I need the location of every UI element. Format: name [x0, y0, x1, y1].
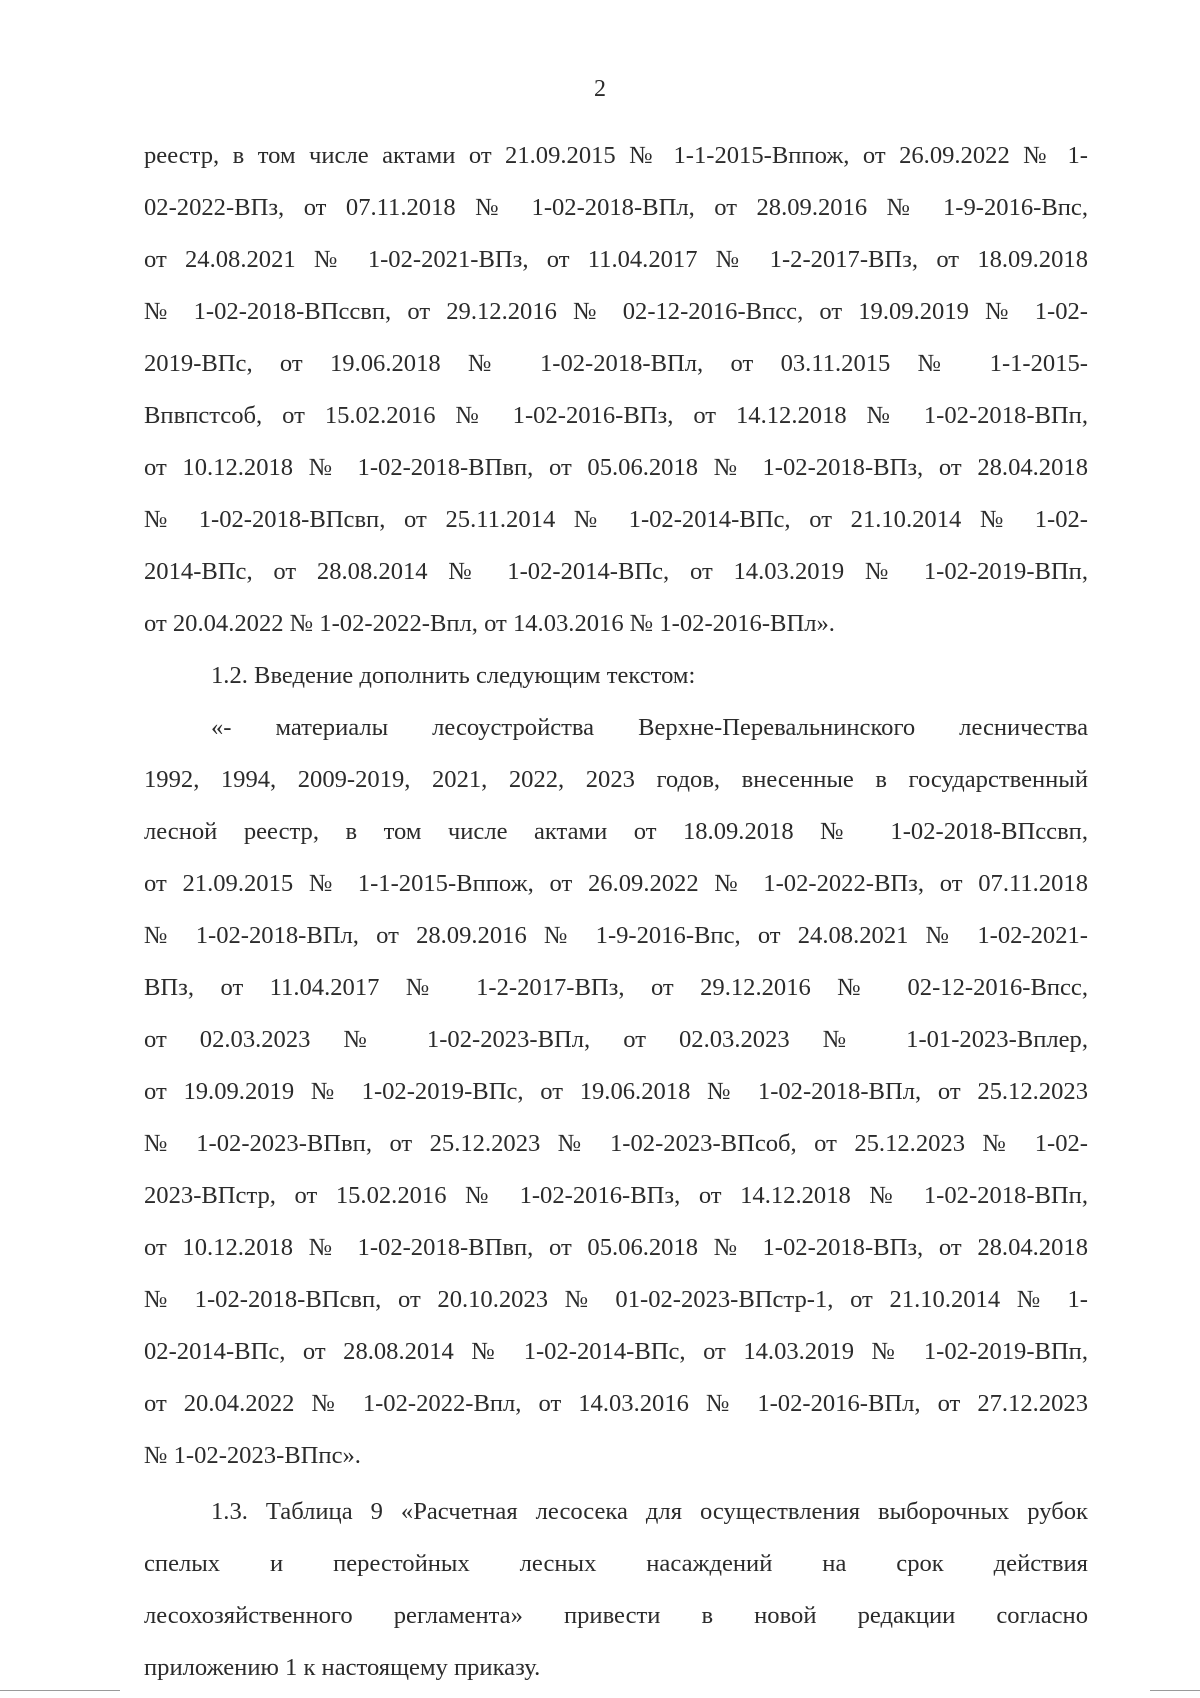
text-line: лесохозяйственного регламента» привести в новой редакции согласно [144, 1602, 1088, 1629]
text-line: спелых и перестойных лесных насаждений на срок действия [144, 1550, 1088, 1577]
text-line: «- материалы лесоустройства Верхне-Перевальнинского лесничества [211, 714, 1088, 741]
text-line: 2023-ВПстр, от 15.02.2016 № 1-02-2016-ВПз, от 14.12.2018 № 1-02-2018-ВПп, [144, 1182, 1088, 1209]
text-line: 1.3. Таблица 9 «Расчетная лесосека для осуществления выборочных рубок [211, 1498, 1088, 1525]
text-line: 02-2022-ВПз, от 07.11.2018 № 1-02-2018-ВПл, от 28.09.2016 № 1-9-2016-Впс, [144, 194, 1088, 221]
text-line: от 20.04.2022 № 1-02-2022-Впл, от 14.03.2016 № 1-02-2016-ВПл, от 27.12.2023 [144, 1390, 1088, 1417]
text-line: № 1-02-2018-ВПсвп, от 20.10.2023 № 01-02-2023-ВПстр-1, от 21.10.2014 № 1- [144, 1286, 1088, 1313]
text-line: от 19.09.2019 № 1-02-2019-ВПс, от 19.06.2018 № 1-02-2018-ВПл, от 25.12.2023 [144, 1078, 1088, 1105]
paragraph-table-9 [144, 1486, 1088, 1694]
document-body [144, 130, 1088, 1694]
text-line: 1.2. Введение дополнить следующим текстом: [211, 662, 696, 689]
text-line: № 1-02-2018-ВПсвп, от 25.11.2014 № 1-02-2014-ВПс, от 21.10.2014 № 1-02- [144, 506, 1088, 533]
text-line: от 21.09.2015 № 1-1-2015-Вппож, от 26.09.2022 № 1-02-2022-ВПз, от 07.11.2018 [144, 870, 1088, 897]
text-line: реестр, в том числе актами от 21.09.2015 № 1-1-2015-Вппож, от 26.09.2022 № 1- [144, 142, 1088, 169]
text-line: Впвпстсоб, от 15.02.2016 № 1-02-2016-ВПз, от 14.12.2018 № 1-02-2018-ВПп, [144, 402, 1088, 429]
text-line: от 20.04.2022 № 1-02-2022-Впл, от 14.03.2016 № 1-02-2016-ВПл». [144, 610, 835, 637]
text-line: № 1-02-2023-ВПвп, от 25.12.2023 № 1-02-2023-ВПсоб, от 25.12.2023 № 1-02- [144, 1130, 1088, 1157]
text-line: 02-2014-ВПс, от 28.08.2014 № 1-02-2014-ВПс, от 14.03.2019 № 1-02-2019-ВПп, [144, 1338, 1088, 1365]
text-line: от 02.03.2023 № 1-02-2023-ВПл, от 02.03.2023 № 1-01-2023-Вплер, [144, 1026, 1088, 1053]
text-line: приложению 1 к настоящему приказу. [144, 1654, 541, 1681]
footer-rule-right [1150, 1690, 1200, 1691]
text-line: лесной реестр, в том числе актами от 18.09.2018 № 1-02-2018-ВПссвп, [144, 818, 1088, 845]
text-line: 2014-ВПс, от 28.08.2014 № 1-02-2014-ВПс, от 14.03.2019 № 1-02-2019-ВПп, [144, 558, 1088, 585]
text-line: от 10.12.2018 № 1-02-2018-ВПвп, от 05.06.2018 № 1-02-2018-ВПз, от 28.04.2018 [144, 1234, 1088, 1261]
paragraph-registry-acts [144, 130, 1088, 650]
text-line: ВПз, от 11.04.2017 № 1-2-2017-ВПз, от 29.12.2016 № 02-12-2016-Впсс, [144, 974, 1088, 1001]
text-line: № 1-02-2018-ВПссвп, от 29.12.2016 № 02-12-2016-Впсс, от 19.09.2019 № 1-02- [144, 298, 1088, 325]
text-line: от 24.08.2021 № 1-02-2021-ВПз, от 11.04.2017 № 1-2-2017-ВПз, от 18.09.2018 [144, 246, 1088, 273]
page-number: 2 [594, 76, 606, 102]
paragraph-forest-materials [144, 702, 1088, 1482]
text-line: 1992, 1994, 2009-2019, 2021, 2022, 2023 годов, внесенные в государственный [144, 766, 1088, 793]
text-line: от 10.12.2018 № 1-02-2018-ВПвп, от 05.06.2018 № 1-02-2018-ВПз, от 28.04.2018 [144, 454, 1088, 481]
paragraph-introduction-heading [144, 650, 1088, 702]
text-line: 2019-ВПс, от 19.06.2018 № 1-02-2018-ВПл, от 03.11.2015 № 1-1-2015- [144, 350, 1088, 377]
text-line: № 1-02-2023-ВПпс». [144, 1442, 361, 1469]
text-line: № 1-02-2018-ВПл, от 28.09.2016 № 1-9-2016-Впс, от 24.08.2021 № 1-02-2021- [144, 922, 1088, 949]
footer-rule-left [0, 1690, 120, 1691]
